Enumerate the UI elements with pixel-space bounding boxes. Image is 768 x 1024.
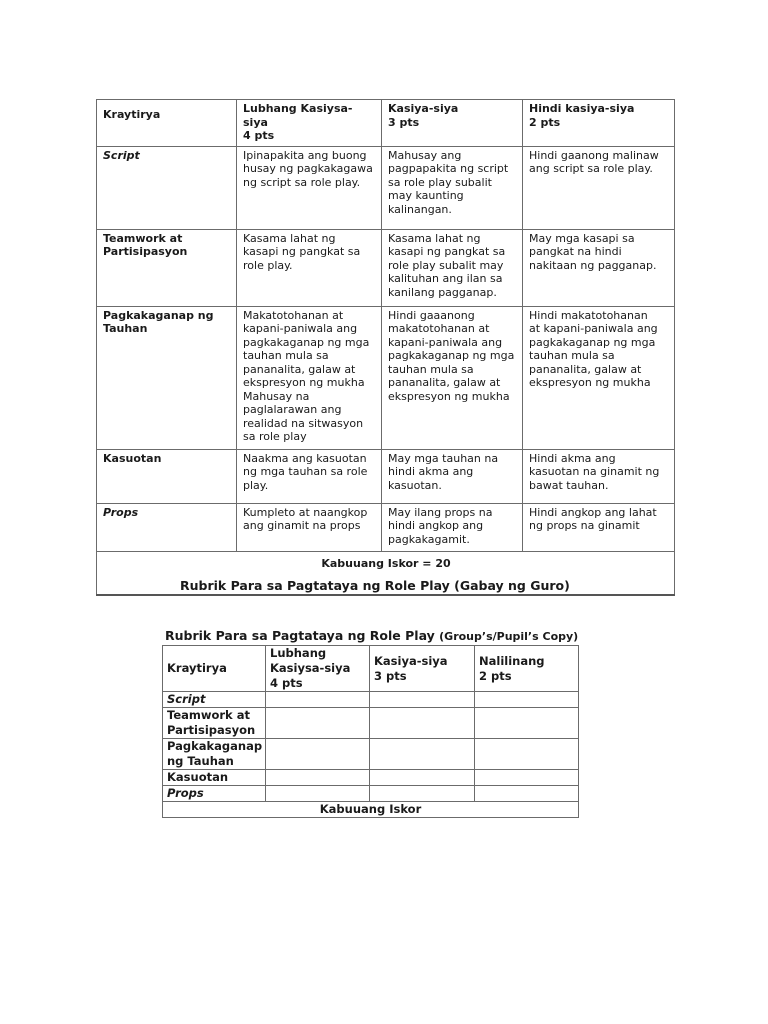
table-row — [163, 786, 579, 802]
header-criteria: Kraytirya — [97, 100, 237, 147]
rubric-cell: Makatotohanan at kapani-paniwala ang pagkakaganap ng mga tauhan mula sa pananalita, galaw at ekspresyon ng mukha Mahusay na paglalarawan ang realidad na sitwasyon sa role play — [237, 306, 382, 449]
empty-cell — [266, 692, 370, 708]
rubric-cell: Hindi gaaanong makatotohanan at kapani-paniwala ang pagkakaganap ng mga tauhan mula sa pananalita, galaw at ekspresyon ng mukha — [382, 306, 523, 449]
rubric-cell: Kasama lahat ng kasapi ng pangkat sa role play. — [237, 229, 382, 306]
rubric-cell: May mga tauhan na hindi akma ang kasuotan. — [382, 449, 523, 503]
rubric-cell: Naakma ang kasuotan ng mga tauhan sa role play. — [237, 449, 382, 503]
table-row — [163, 692, 579, 708]
rubric-cell: Kumpleto at naangkop ang ginamit na props — [237, 503, 382, 551]
pupil-rubric-table — [162, 645, 579, 818]
rubric-cell: Hindi angkop ang lahat ng props na ginamit — [523, 503, 675, 551]
header-criteria: Kraytirya — [163, 646, 266, 692]
criteria-cell: Pagkakaganap ng Tauhan — [97, 306, 237, 449]
empty-cell — [370, 739, 475, 770]
criteria-cell: Teamwork at Partisipasyon — [97, 229, 237, 306]
header-col2: Kasiya-siya 3 pts — [382, 100, 523, 147]
rubric-cell: Hindi gaanong malinaw ang script sa role play. — [523, 146, 675, 229]
criteria-cell: Script — [163, 692, 266, 708]
empty-cell — [475, 739, 579, 770]
header-col1: Lubhang Kasiysa-siya 4 pts — [266, 646, 370, 692]
empty-cell — [475, 708, 579, 739]
empty-cell — [266, 786, 370, 802]
empty-cell — [266, 770, 370, 786]
pupil-rubric-caption: Rubrik Para sa Pagtataya ng Role Play (Group’s/Pupil’s Copy) — [165, 628, 579, 643]
criteria-cell: Pagkakaganap ng Tauhan — [163, 739, 266, 770]
empty-cell — [370, 708, 475, 739]
criteria-cell: Kasuotan — [163, 770, 266, 786]
header-col2: Kasiya-siya 3 pts — [370, 646, 475, 692]
empty-cell — [370, 770, 475, 786]
table-row — [97, 229, 675, 306]
rubric-cell: Kasama lahat ng kasapi ng pangkat sa role play subalit may kalituhan ang ilan sa kanilang pagganap. — [382, 229, 523, 306]
teacher-rubric-table — [96, 99, 675, 596]
rubric-cell: Ipinapakita ang buong husay ng pagkakagawa ng script sa role play. — [237, 146, 382, 229]
table-row — [97, 503, 675, 551]
empty-cell — [370, 692, 475, 708]
table-row — [163, 770, 579, 786]
empty-cell — [475, 786, 579, 802]
table-row — [163, 739, 579, 770]
rubric-cell: Hindi akma ang kasuotan na ginamit ng bawat tauhan. — [523, 449, 675, 503]
table-row — [163, 708, 579, 739]
table-row — [97, 146, 675, 229]
empty-cell — [266, 708, 370, 739]
empty-cell — [370, 786, 475, 802]
empty-cell — [475, 770, 579, 786]
rubric-cell: May mga kasapi sa pangkat na hindi nakitaan ng pagganap. — [523, 229, 675, 306]
header-col1: Lubhang Kasiysa-siya 4 pts — [237, 100, 382, 147]
rubric-cell: May ilang props na hindi angkop ang pagkakagamit. — [382, 503, 523, 551]
rubric-cell: Hindi makatotohanan at kapani-paniwala ang pagkakaganap ng mga tauhan mula sa pananalita, galaw at ekspresyon ng mukha — [523, 306, 675, 449]
total-score: Kabuuang Iskor = 20 — [97, 551, 675, 595]
criteria-cell: Teamwork at Partisipasyon — [163, 708, 266, 739]
header-col3: Nalilinang 2 pts — [475, 646, 579, 692]
table-row — [97, 306, 675, 449]
rubric-cell: Mahusay ang pagpapakita ng script sa role play subalit may kaunting kalinangan. — [382, 146, 523, 229]
criteria-cell: Script — [97, 146, 237, 229]
header-row — [163, 646, 579, 692]
total-row — [163, 802, 579, 818]
total-score: Kabuuang Iskor — [163, 802, 579, 818]
table-row — [97, 449, 675, 503]
criteria-cell: Props — [163, 786, 266, 802]
criteria-cell: Kasuotan — [97, 449, 237, 503]
empty-cell — [266, 739, 370, 770]
criteria-cell: Props — [97, 503, 237, 551]
teacher-rubric-caption: Rubrik Para sa Pagtataya ng Role Play (Gabay ng Guro) — [180, 578, 570, 593]
empty-cell — [475, 692, 579, 708]
header-col3: Hindi kasiya-siya 2 pts — [523, 100, 675, 147]
header-row — [97, 100, 675, 147]
